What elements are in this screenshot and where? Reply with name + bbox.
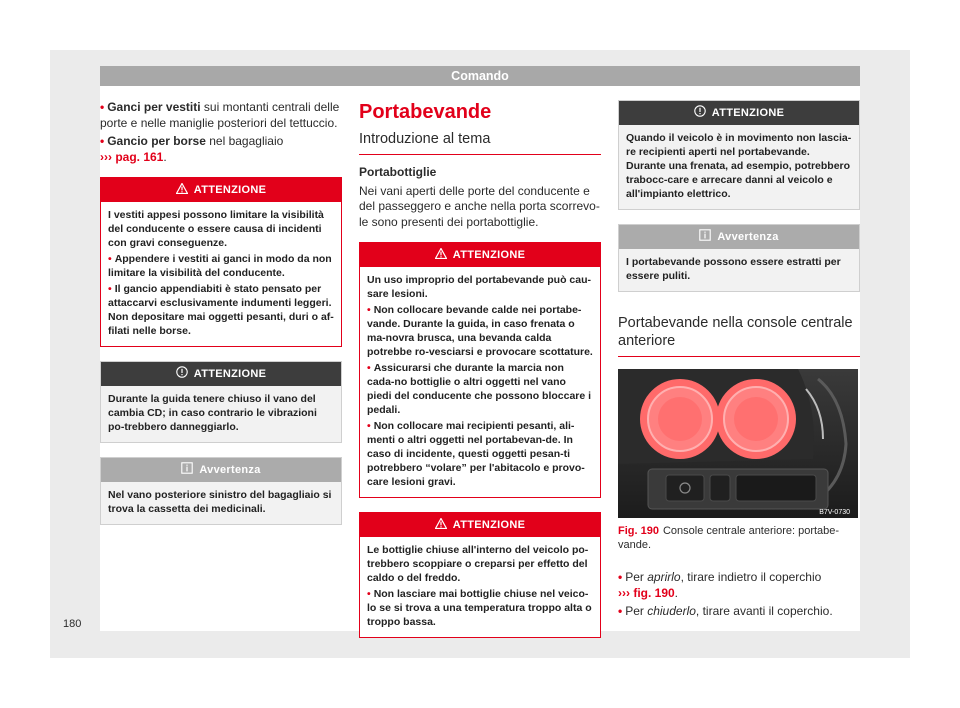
warning-bullet: • Non collocare mai recipienti pesanti, ali-menti o altri oggetti nel portabevan-de. In caso di incidente, questi oggetti pesan-ti potrebbero “volare” per l'abitacolo e provo-care lesioni gravi. xyxy=(367,420,585,488)
warning-bullet: • Il gancio appendiabiti è stato pensato per attaccarvi esclusivamente indumenti leggeri. Non depositare mai oggetti pesanti, duri o af-filati nelle borse. xyxy=(108,283,334,337)
note-box xyxy=(100,457,342,525)
warning-bullet: • Assicurarsi che durante la marcia non cada-no bottiglie o altri oggetti nel vano piedi del conducente che possono bloccare i pedali. xyxy=(367,362,592,416)
caution-box-header: ATTENZIONE xyxy=(101,362,341,386)
figure-code: B7V-0730 xyxy=(819,509,850,516)
warning-box-header: ATTENZIONE xyxy=(360,243,600,267)
caution-box-header: ATTENZIONE xyxy=(619,101,859,125)
warning-box xyxy=(359,242,601,498)
warning-bullet: • Non lasciare mai bottiglie chiuse nel veico-lo se si trova a una temperatura troppo alta o troppo bassa. xyxy=(367,588,592,628)
section-title: Portabevande xyxy=(359,101,492,123)
page-header: Comando xyxy=(100,66,860,86)
page-content xyxy=(100,86,860,631)
instruction-step: • Per chiuderlo, tirare avanti il coperchio. xyxy=(618,604,833,618)
figure-photo xyxy=(618,369,858,518)
warning-intro: Un uso improprio del portabevande può cau-sare lesioni. xyxy=(367,274,592,300)
caution-box xyxy=(100,361,342,443)
subsection-title: Portabevande nella console centrale anteriore xyxy=(618,314,860,357)
warning-bullet: • Non collocare bevande calde nei portabe-vande. Durante la guida, in caso frenata o ma-novra brusca, una bevanda calda potrebbe ro-vesciarsi e provocare scottature. xyxy=(367,304,593,358)
warning-intro: Le bottiglie chiuse all'interno del veicolo po-trebbero scoppiare o creparsi per effetto del caldo o del freddo. xyxy=(367,544,589,584)
note-text: Nel vano posteriore sinistro del bagagliaio si trova la cassetta dei medicinali. xyxy=(108,489,332,515)
note-icon xyxy=(699,225,711,249)
lead-title: Portabottiglie xyxy=(359,165,437,179)
column-3 xyxy=(618,100,860,623)
page-number: 180 xyxy=(63,618,82,630)
page-reference-link[interactable]: ››› pag. 161 xyxy=(100,149,164,164)
warning-triangle-icon xyxy=(435,243,447,267)
lead-text: Nei vani aperti delle porte del conducente e del passeggero e anche nella porta scorrevo-le sono presenti dei portabottiglie. xyxy=(359,183,600,229)
note-box-header: Avvertenza xyxy=(619,225,859,249)
warning-box xyxy=(359,512,601,638)
caution-text: Quando il veicolo è in movimento non lascia-re recipienti aperti nel portabevande. Durante una frenata, ad esempio, potrebbero trabocc-care e arrecare danni al veicolo e all'impianto elettrico. xyxy=(626,132,852,200)
warning-bullet: • Appendere i vestiti ai ganci in modo da non limitare la visibilità del conducente. xyxy=(108,253,332,279)
instruction-step: • Per aprirlo, tirare indietro il coperchio ››› fig. 190. xyxy=(618,570,822,600)
info-circle-icon xyxy=(694,101,706,125)
warning-triangle-icon xyxy=(176,178,188,202)
column-2 xyxy=(359,100,601,638)
figure-caption: Fig. 190 Console centrale anteriore: portabe-vande. xyxy=(618,525,840,551)
note-text: I portabevande possono essere estratti per essere puliti. xyxy=(626,256,841,282)
note-box xyxy=(618,224,860,292)
column-1 xyxy=(100,100,342,525)
caution-box xyxy=(618,100,860,210)
warning-intro: I vestiti appesi possono limitare la visibilità del conducente o essere causa di incidenti con gravi conseguenze. xyxy=(108,209,324,249)
note-box-header: Avvertenza xyxy=(101,458,341,482)
warning-triangle-icon xyxy=(435,513,447,537)
info-circle-icon xyxy=(176,362,188,386)
note-icon xyxy=(181,458,193,482)
list-item: • Ganci per vestiti sui montanti centrali delle porte e nelle maniglie posteriori del tettuccio. xyxy=(100,100,340,130)
subsection-title: Introduzione al tema xyxy=(359,130,601,155)
warning-box xyxy=(100,177,342,347)
cup-holder-illustration xyxy=(618,369,858,518)
warning-box-header: ATTENZIONE xyxy=(360,513,600,537)
list-item: • Gancio per borse nel bagagliaio ››› pag. 161. xyxy=(100,134,284,164)
warning-box-header: ATTENZIONE xyxy=(101,178,341,202)
figure-reference-link[interactable]: ››› fig. 190 xyxy=(618,585,675,600)
caution-text: Durante la guida tenere chiuso il vano del cambia CD; in caso contrario le vibrazioni po-trebbero danneggiarlo. xyxy=(108,393,317,433)
